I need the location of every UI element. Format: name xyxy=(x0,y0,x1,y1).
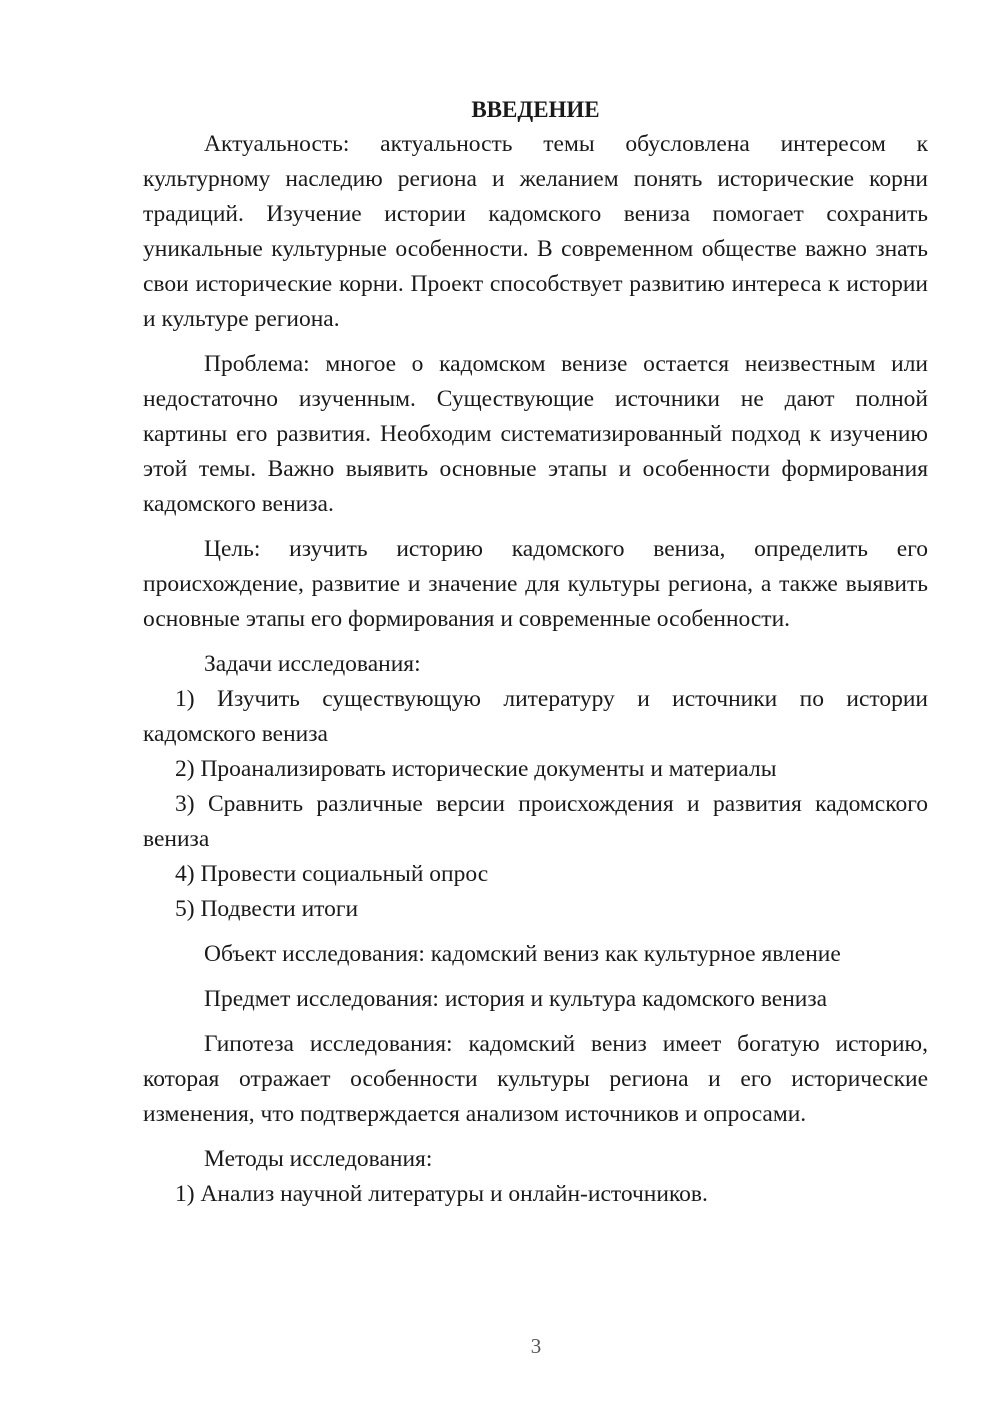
method-item-1: 1) Анализ научной литературы и онлайн-источников. xyxy=(175,1181,708,1207)
task-item-5: 5) Подвести итоги xyxy=(175,896,359,922)
task-item-4: 4) Провести социальный опрос xyxy=(175,861,489,887)
section-heading: ВВЕДЕНИЕ xyxy=(471,97,600,122)
document-body xyxy=(143,92,928,1212)
task-item-2: 2) Проанализировать исторические документы и материалы xyxy=(175,756,777,782)
task-item-1: 1) Изучить существующую литературу и источники по истории кадомского вениза xyxy=(143,686,928,747)
subject-paragraph: Предмет исследования: история и культура кадомского вениза xyxy=(204,986,828,1012)
object-paragraph: Объект исследования: кадомский вениз как культурное явление xyxy=(204,941,841,967)
page-number: 3 xyxy=(530,1334,542,1358)
hypothesis-paragraph: Гипотеза исследования: кадомский вениз имеет богатую историю, которая отражает особенности культуры региона и его исторические изменения, что подтверждается анализом источников и опросами. xyxy=(143,1031,928,1127)
relevance-paragraph: Актуальность: актуальность темы обусловлена интересом к культурному наследию региона и желанием понять исторические корни традиций. Изучение истории кадомского вениза помогает сохранить уникальные культурные особенности. В современном обществе важно знать свои исторические корни. Проект способствует развитию интереса к истории и культуре региона. xyxy=(143,131,928,332)
methods-heading: Методы исследования: xyxy=(204,1146,433,1172)
goal-paragraph: Цель: изучить историю кадомского вениза, определить его происхождение, развитие и значение для культуры региона, а также выявить основные этапы его формирования и современные особенности. xyxy=(143,536,928,632)
task-item-3: 3) Сравнить различные версии происхождения и развития кадомского вениза xyxy=(143,791,928,852)
problem-paragraph: Проблема: многое о кадомском венизе остается неизвестным или недостаточно изученным. Существующие источники не дают полной картины его развития. Необходим систематизированный подход к изучению этой темы. Важно выявить основные этапы и особенности формирования кадомского вениза. xyxy=(143,351,928,517)
tasks-heading: Задачи исследования: xyxy=(204,651,421,677)
